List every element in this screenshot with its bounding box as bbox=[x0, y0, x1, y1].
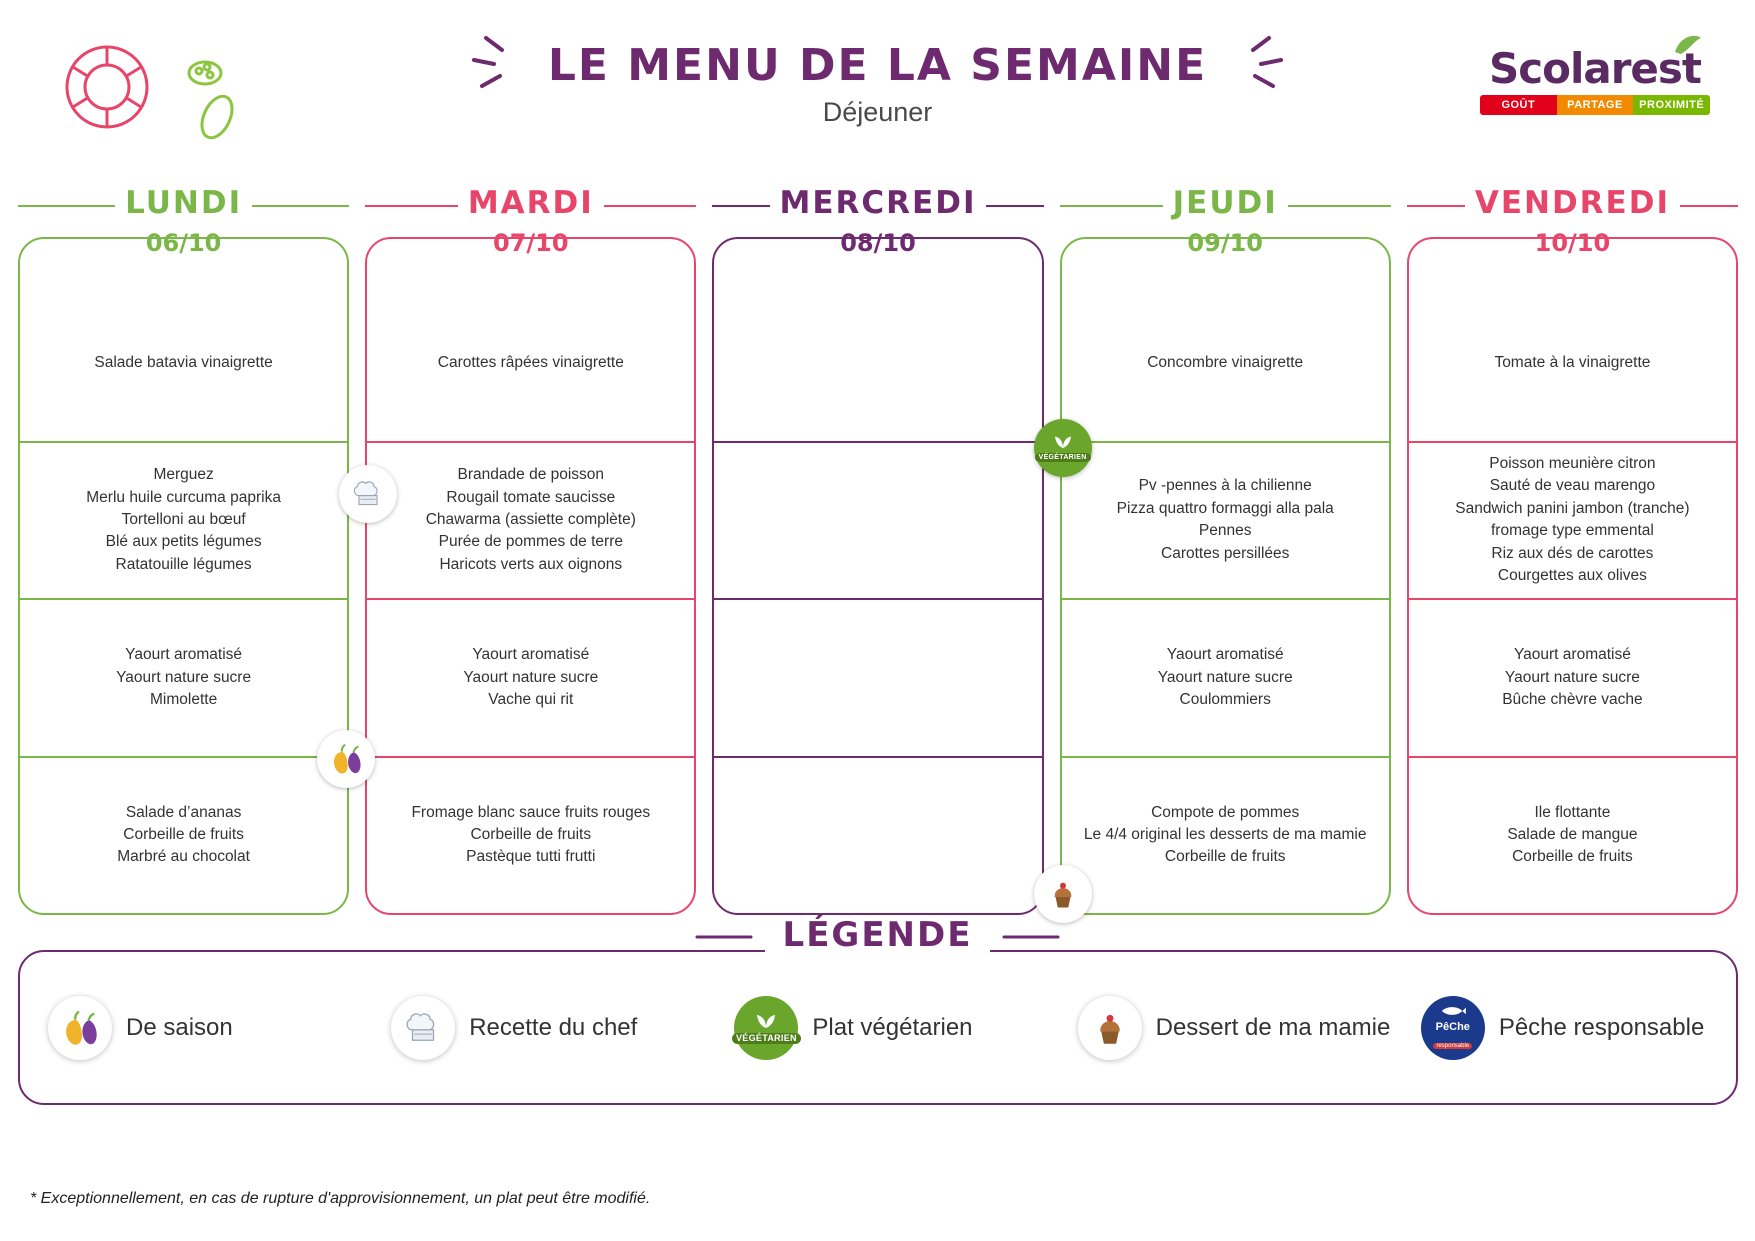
menu-item: Purée de pommes de terre bbox=[438, 533, 623, 551]
cupcake-icon bbox=[1034, 865, 1092, 923]
day-date-lundi: 06/10 bbox=[145, 229, 222, 257]
logo-tag-gout: GOÛT bbox=[1480, 95, 1557, 115]
menu-cell-plat-vendredi bbox=[1409, 441, 1736, 599]
footnote: * Exceptionnellement, en cas de rupture d'approvisionnement, un plat peut être modifié. bbox=[30, 1190, 651, 1207]
menu-item: Pastèque tutti frutti bbox=[466, 848, 596, 866]
menu-item: Yaourt nature sucre bbox=[463, 668, 599, 686]
menu-item: Yaourt aromatisé bbox=[472, 646, 590, 664]
menu-cell-dessert-jeudi bbox=[1062, 756, 1389, 914]
peche-badge-sub: responsable bbox=[1433, 1043, 1472, 1050]
menu-cell-dessert-lundi bbox=[20, 756, 347, 914]
menu-item: Merlu huile curcuma paprika bbox=[86, 488, 281, 506]
logo-name: Scolarest bbox=[1488, 44, 1701, 93]
page-title: LE MENU DE LA SEMAINE bbox=[547, 40, 1208, 91]
legend-dash-left-icon bbox=[695, 931, 755, 943]
vegetarien-badge-text: VÉGÉTARIEN bbox=[732, 1033, 801, 1044]
legend-item-plat-vegetarien bbox=[706, 996, 1049, 1060]
title-dashes-right-icon bbox=[1217, 30, 1287, 100]
legend-label: Dessert de ma mamie bbox=[1155, 1013, 1391, 1041]
menu-item: Ile flottante bbox=[1534, 803, 1611, 821]
menu-item: Chawarma (assiette complète) bbox=[425, 511, 636, 529]
menu-item: Sandwich panini jambon (tranche) bbox=[1455, 499, 1690, 517]
day-column-mardi bbox=[365, 185, 696, 915]
menu-cell-laitage-mardi bbox=[367, 598, 694, 756]
menu-item: Blé aux petits légumes bbox=[105, 533, 262, 551]
menu-item: Fromage blanc sauce fruits rouges bbox=[411, 803, 651, 821]
menu-item: Carottes persillées bbox=[1161, 544, 1290, 562]
legend-item-de-saison bbox=[20, 996, 363, 1060]
vegetarien-icon bbox=[734, 996, 798, 1060]
day-name-vendredi: VENDREDI bbox=[1465, 185, 1680, 221]
menu-item: Carottes râpées vinaigrette bbox=[437, 353, 624, 371]
cupcake-icon bbox=[1078, 996, 1142, 1060]
menu-item: Yaourt aromatisé bbox=[1166, 646, 1284, 664]
day-column-jeudi bbox=[1038, 185, 1391, 915]
menu-cell-dessert-vendredi bbox=[1409, 756, 1736, 914]
menu-item: Tomate à la vinaigrette bbox=[1494, 353, 1651, 371]
menu-item: Le 4/4 original les desserts de ma mamie bbox=[1083, 826, 1367, 844]
logo-tagline bbox=[1480, 95, 1710, 115]
menu-item: Yaourt nature sucre bbox=[1504, 668, 1640, 686]
menu-item: Mimolette bbox=[150, 690, 218, 708]
menu-item: Pennes bbox=[1198, 522, 1252, 540]
vegetarien-icon bbox=[1034, 419, 1092, 477]
page-header bbox=[0, 0, 1755, 180]
menu-cell-dessert-mardi bbox=[367, 756, 694, 914]
menu-item: Yaourt nature sucre bbox=[116, 668, 252, 686]
menu-item: Yaourt nature sucre bbox=[1157, 668, 1293, 686]
menu-item: Tortelloni au bœuf bbox=[121, 511, 246, 529]
week-menu-grid bbox=[18, 185, 1738, 915]
menu-cell-laitage-mercredi bbox=[714, 598, 1041, 756]
day-date-vendredi: 10/10 bbox=[1534, 229, 1611, 257]
day-name-mardi: MARDI bbox=[458, 185, 604, 221]
menu-item: Merguez bbox=[153, 466, 214, 484]
day-column-lundi bbox=[18, 185, 349, 915]
menu-item: Concombre vinaigrette bbox=[1147, 353, 1304, 371]
menu-item: Sauté de veau marengo bbox=[1489, 477, 1656, 495]
menu-item: Brandade de poisson bbox=[457, 466, 605, 484]
menu-item: Pv -pennes à la chilienne bbox=[1138, 477, 1312, 495]
legend-label: Recette du chef bbox=[469, 1013, 638, 1041]
menu-card-jeudi bbox=[1038, 237, 1391, 915]
menu-cell-laitage-lundi bbox=[20, 598, 347, 756]
de-saison-icon bbox=[48, 996, 112, 1060]
menu-item: Poisson meunière citron bbox=[1489, 454, 1656, 472]
day-column-mercredi bbox=[712, 185, 1043, 915]
menu-item: Corbeille de fruits bbox=[123, 826, 244, 844]
page-subtitle: Déjeuner bbox=[822, 97, 933, 127]
vegetarien-badge-text: VÉGÉTARIEN bbox=[1035, 453, 1091, 462]
legend-title: LÉGENDE bbox=[765, 915, 991, 955]
peche-badge-text: PêChe bbox=[1435, 1021, 1470, 1034]
logo-tag-partage: PARTAGE bbox=[1557, 95, 1634, 115]
scolarest-logo bbox=[1480, 44, 1710, 115]
menu-cell-entree-vendredi bbox=[1409, 285, 1736, 441]
menu-card-mercredi bbox=[712, 237, 1043, 915]
menu-item: Vache qui rit bbox=[488, 690, 574, 708]
legend-item-recette-du-chef bbox=[363, 996, 706, 1060]
legend-box bbox=[18, 950, 1738, 1105]
menu-cell-dessert-mercredi bbox=[714, 756, 1041, 914]
day-name-lundi: LUNDI bbox=[115, 185, 252, 221]
logo-leaf-icon bbox=[1671, 32, 1705, 58]
day-date-mardi: 07/10 bbox=[493, 229, 569, 257]
legend-label: Plat végétarien bbox=[812, 1013, 973, 1041]
day-column-vendredi bbox=[1407, 185, 1738, 915]
menu-item: Rougail tomate saucisse bbox=[446, 488, 616, 506]
day-date-jeudi: 09/10 bbox=[1187, 229, 1263, 257]
menu-item: Compote de pommes bbox=[1151, 803, 1300, 821]
menu-item: Salade d’ananas bbox=[125, 803, 242, 821]
menu-item: Corbeille de fruits bbox=[1512, 848, 1633, 866]
title-dashes-left-icon bbox=[468, 30, 538, 100]
day-name-jeudi: JEUDI bbox=[1163, 185, 1288, 221]
menu-item: Salade de mangue bbox=[1507, 826, 1638, 844]
menu-cell-plat-mardi bbox=[367, 441, 694, 599]
menu-cell-plat-jeudi bbox=[1038, 441, 1389, 599]
menu-item: Corbeille de fruits bbox=[1164, 848, 1286, 866]
menu-cell-entree-mercredi bbox=[714, 285, 1041, 441]
legend-label: De saison bbox=[126, 1013, 233, 1041]
menu-item: Pizza quattro formaggi alla pala bbox=[1116, 499, 1334, 517]
menu-cell-plat-lundi bbox=[20, 441, 347, 599]
menu-cell-laitage-jeudi bbox=[1062, 598, 1389, 756]
legend-title-wrap bbox=[0, 915, 1755, 955]
menu-item: Yaourt aromatisé bbox=[125, 646, 243, 664]
menu-cell-plat-mercredi bbox=[714, 441, 1041, 599]
day-name-mercredi: MERCREDI bbox=[770, 185, 987, 221]
menu-item: Yaourt aromatisé bbox=[1513, 646, 1631, 664]
menu-item: Haricots verts aux oignons bbox=[439, 555, 623, 573]
menu-item: Riz aux dés de carottes bbox=[1491, 544, 1654, 562]
menu-item: Ratatouille légumes bbox=[115, 555, 252, 573]
menu-cell-laitage-vendredi bbox=[1409, 598, 1736, 756]
menu-item: Bûche chèvre vache bbox=[1502, 690, 1643, 708]
logo-tag-proximite: PROXIMITÉ bbox=[1633, 95, 1710, 115]
menu-item: Courgettes aux olives bbox=[1497, 567, 1647, 585]
menu-cell-entree-mardi bbox=[367, 285, 694, 441]
de-saison-icon bbox=[317, 730, 375, 788]
legend-dash-right-icon bbox=[1000, 931, 1060, 943]
menu-cell-entree-jeudi bbox=[1062, 285, 1389, 441]
menu-card-lundi bbox=[18, 237, 349, 915]
legend-item-peche-responsable bbox=[1393, 996, 1736, 1060]
day-date-mercredi: 08/10 bbox=[840, 229, 916, 257]
menu-item: fromage type emmental bbox=[1491, 522, 1654, 540]
menu-card-mardi bbox=[365, 237, 696, 915]
menu-item: Coulommiers bbox=[1179, 690, 1271, 708]
menu-item: Corbeille de fruits bbox=[470, 826, 592, 844]
legend-label: Pêche responsable bbox=[1498, 1013, 1705, 1041]
menu-item: Marbré au chocolat bbox=[117, 848, 250, 866]
menu-card-vendredi bbox=[1407, 237, 1738, 915]
menu-item: Salade batavia vinaigrette bbox=[94, 353, 273, 371]
chef-hat-icon bbox=[339, 465, 397, 523]
chef-hat-icon bbox=[391, 996, 455, 1060]
menu-cell-entree-lundi bbox=[20, 285, 347, 441]
legend-item-dessert-de-ma-mamie bbox=[1050, 996, 1393, 1060]
peche-responsable-icon bbox=[1421, 996, 1485, 1060]
